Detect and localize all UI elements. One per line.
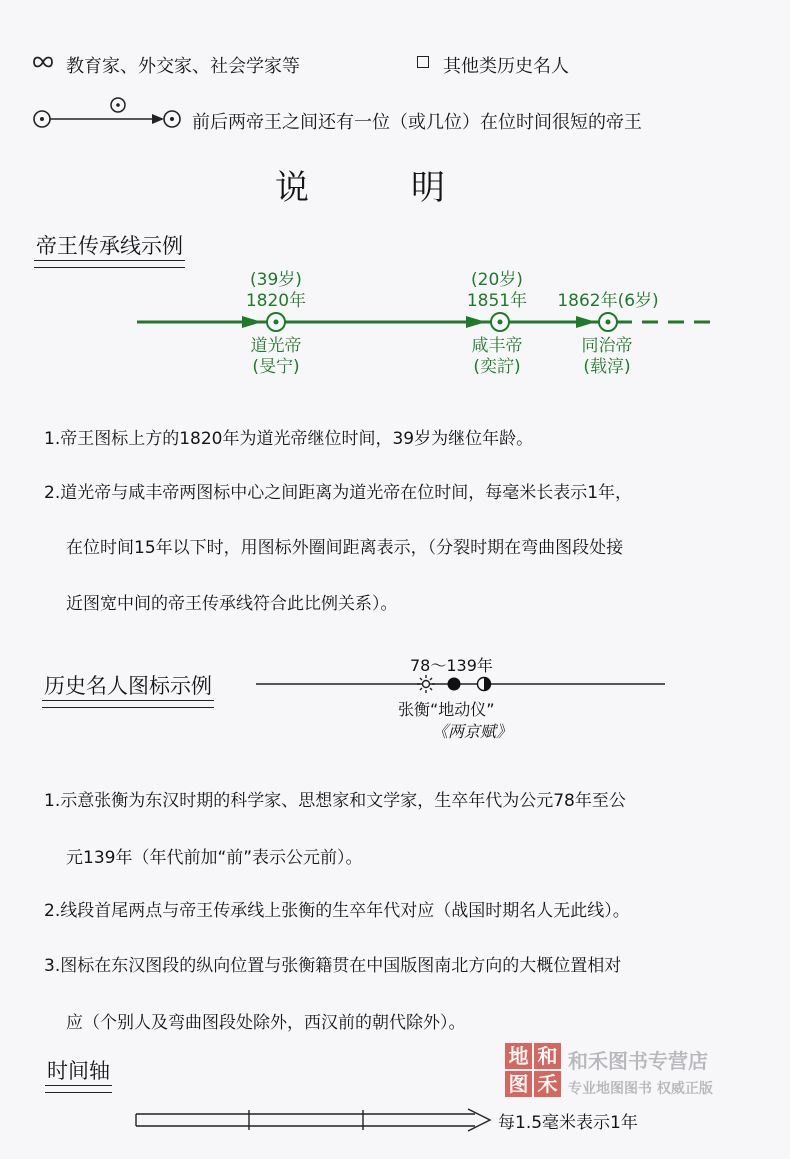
timeline-axis xyxy=(130,1108,500,1132)
legend-educator-text: 教育家、外交家、社会学家等 xyxy=(66,56,300,77)
emperor-name: 咸丰帝 xyxy=(471,336,523,356)
timeline-axis-label: 每1.5毫米表示1年 xyxy=(498,1113,638,1133)
shop-watermark-slogan: 专业地图图书 权威正版 xyxy=(568,1081,713,1097)
half-circle-icon xyxy=(478,678,491,691)
emperor-personal-name: (载淳) xyxy=(583,357,631,377)
timeline-section-title xyxy=(47,1055,110,1085)
emperor-note: 近图宽中间的帝王传承线符合此比例关系）。 xyxy=(66,594,398,614)
title-underline xyxy=(45,1085,112,1093)
watermark-char: 地 xyxy=(505,1043,532,1069)
figure-note: 2.线段首尾两点与帝王传承线上张衡的生卒年代对应（战国时期名人无此线）。 xyxy=(44,901,630,921)
emperor-note: 1.帝王图标上方的1820年为道光帝继位时间，39岁为继位年龄。 xyxy=(44,429,534,449)
emperor-accession-year: 1851年 xyxy=(466,291,528,311)
watermark-char: 和 xyxy=(534,1043,561,1069)
emperor-succession-line xyxy=(0,300,790,350)
emperor-circle-icon xyxy=(267,313,285,331)
figure-note: 元139年（年代前加“前”表示公元前）。 xyxy=(66,848,363,868)
title-underline xyxy=(42,700,214,708)
page-title: 说 明 xyxy=(275,168,445,208)
emperor-accession-year: 1862年(6岁) xyxy=(557,291,659,311)
emperor-accession-age: (20岁) xyxy=(471,270,523,290)
emperor-name: 道光帝 xyxy=(250,336,302,356)
emperor-note: 2.道光帝与咸丰帝两图标中心之间距离为道光帝在位时间，每毫米长表示1年， xyxy=(44,483,633,503)
emperor-section-title-text: 帝王传承线示例 xyxy=(36,234,183,258)
emperor-personal-name: (旻宁) xyxy=(252,357,300,377)
figure-name-line: 张衡“地动仪” xyxy=(398,700,495,719)
legend-short-reign-text: 前后两帝王之间还有一位（或几位）在位时间很短的帝王 xyxy=(192,112,642,133)
infinity-icon xyxy=(32,54,54,73)
watermark-char: 禾 xyxy=(534,1071,561,1097)
shop-watermark-logo xyxy=(505,1043,561,1097)
figure-note: 3.图标在东汉图段的纵向位置与张衡籍贯在中国版图南北方向的大概位置相对 xyxy=(44,956,622,976)
emperor-circle-icon xyxy=(599,313,617,331)
emperor-accession-age: (39岁) xyxy=(250,270,302,290)
filled-circle-icon xyxy=(448,678,461,691)
figure-life-line xyxy=(250,672,670,696)
watermark-char: 图 xyxy=(505,1071,532,1097)
figure-section-title-text: 历史名人图标示例 xyxy=(44,674,212,698)
emperor-section-title xyxy=(36,230,183,260)
timeline-section-title-text: 时间轴 xyxy=(47,1059,110,1083)
legend-other-text: 其他类历史名人 xyxy=(443,56,569,77)
emperor-personal-name: (奕詝) xyxy=(473,357,521,377)
title-underline xyxy=(34,260,185,268)
emperor-note: 在位时间15年以下时，用图标外圈间距离表示，（分裂时期在弯曲图段处接 xyxy=(66,538,624,558)
shop-watermark-name: 和禾图书专营店 xyxy=(568,1049,708,1073)
figure-work-line: 《两京赋》 xyxy=(432,722,513,741)
figure-section-title xyxy=(44,670,212,700)
emperor-accession-year: 1820年 xyxy=(245,291,307,311)
square-icon xyxy=(417,56,429,68)
emperor-name: 同治帝 xyxy=(581,336,633,356)
figure-note: 1.示意张衡为东汉时期的科学家、思想家和文学家，生卒年代为公元78年至公 xyxy=(44,791,626,811)
emperor-circle-icon xyxy=(491,313,509,331)
short-reign-legend-icon xyxy=(32,95,182,135)
figure-years: 78～139年 xyxy=(410,656,493,675)
figure-note: 应（个别人及弯曲图段处除外，西汉前的朝代除外）。 xyxy=(66,1013,466,1033)
sun-icon xyxy=(417,675,435,693)
